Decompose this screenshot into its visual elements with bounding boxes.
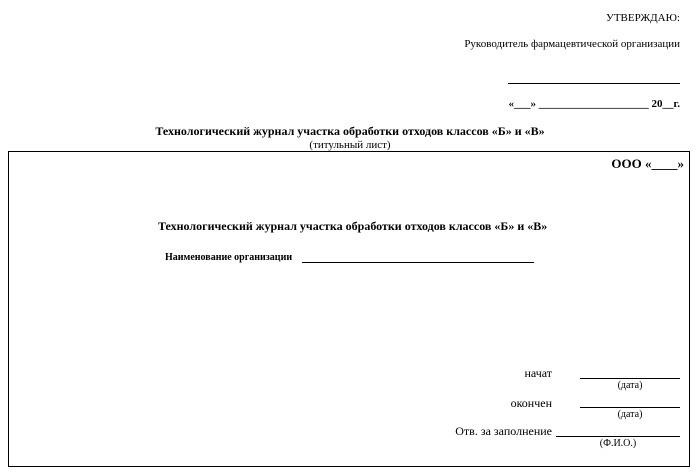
journal-title: Технологический журнал участка обработки отходов классов «Б» и «В» <box>155 124 545 138</box>
started-date-line <box>580 378 680 379</box>
responsible-label: Отв. за заполнение <box>455 424 552 438</box>
ended-date-line <box>580 407 680 408</box>
ended-label: окончен <box>510 396 552 410</box>
approval-date: «___» ____________________ 20__г. <box>508 98 680 110</box>
org-name-label: Наименование организации <box>165 252 293 263</box>
title-page-journal-title: Технологический журнал участка обработки отходов классов «Б» и «В» <box>158 219 548 233</box>
approval-role: Руководитель фармацевтической организации <box>464 38 680 50</box>
responsible-hint: (Ф.И.О.) <box>599 438 637 449</box>
responsible-name-line <box>556 436 680 437</box>
started-hint: (дата) <box>617 380 643 391</box>
ended-hint: (дата) <box>617 409 643 420</box>
org-name-line <box>302 262 534 263</box>
org-heading: ООО «____» <box>611 156 684 171</box>
approval-signature-line <box>508 83 680 84</box>
journal-subtitle: (титульный лист) <box>309 139 391 151</box>
started-label: начат <box>524 366 552 380</box>
approval-heading: УТВЕРЖДАЮ: <box>606 12 680 24</box>
